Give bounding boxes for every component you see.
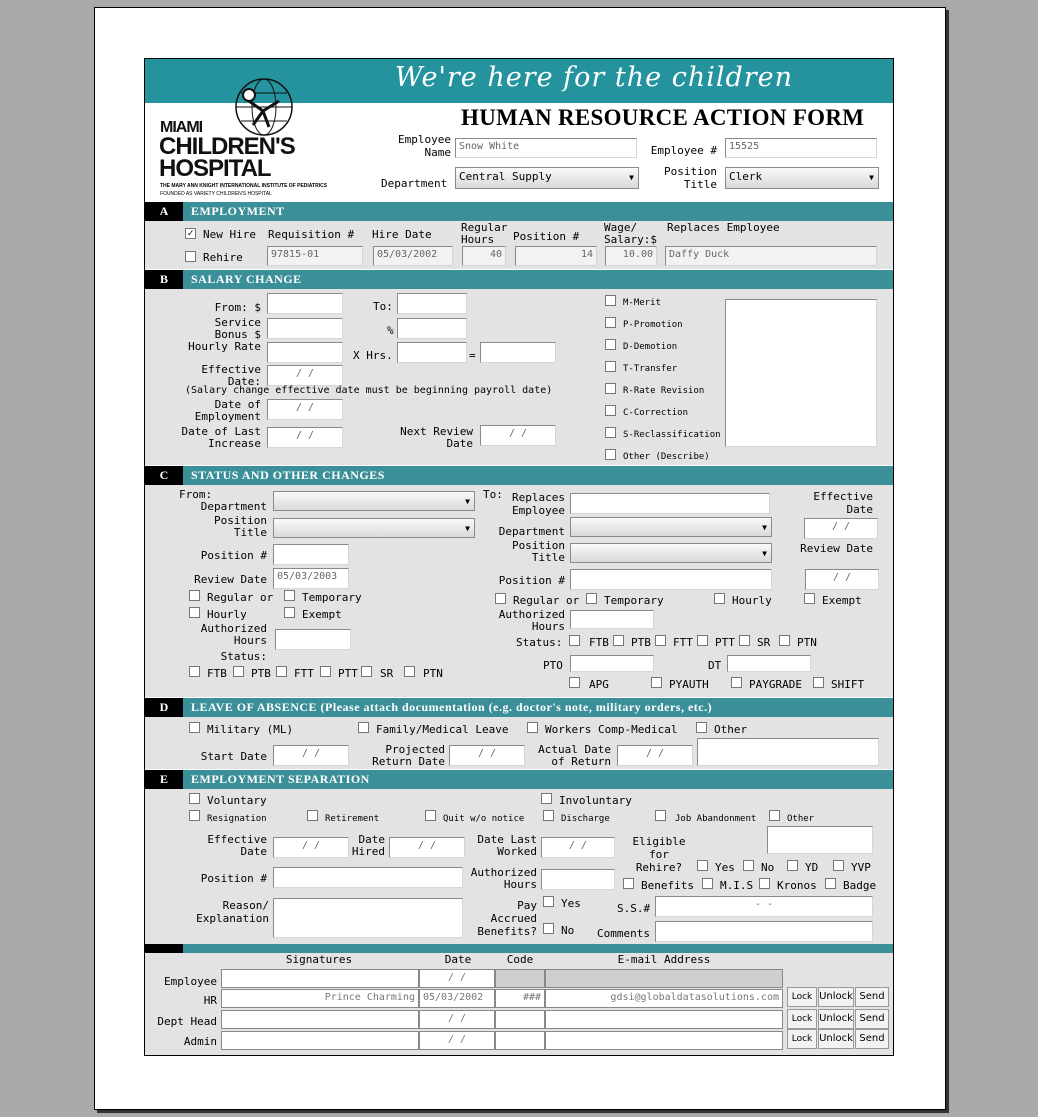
to-department-select[interactable] [570,517,772,537]
job-abandonment-checkbox[interactable] [655,810,666,821]
from-temporary-checkbox[interactable] [284,590,295,601]
depthead-signature-field[interactable] [221,1010,419,1029]
hourly-rate-field[interactable] [267,342,343,363]
mis-checkbox[interactable] [702,878,713,889]
to-review-date-field[interactable]: / / [805,569,879,590]
to-position-number-field[interactable] [570,569,772,590]
from-hourly-checkbox[interactable] [189,607,200,618]
depthead-unlock-button[interactable]: Unlock [818,1009,854,1029]
separation-effective-date-field[interactable]: / / [273,837,349,858]
requisition-field[interactable]: 97815-01 [267,246,363,266]
employee-name-field[interactable]: Snow White [455,138,637,158]
rehire-yd-checkbox[interactable] [787,860,798,871]
dropdown-arrow-icon: ▼ [762,549,767,558]
military-checkbox[interactable] [189,722,200,733]
separation-authorized-hours-field[interactable] [541,869,615,890]
pay-yes-checkbox[interactable] [543,896,554,907]
separation-date-hired-field[interactable]: / / [389,837,465,858]
regular-hours-field[interactable]: 40 [462,246,506,266]
employee-email-field [545,969,783,988]
employee-code-field [495,969,545,988]
hr-signature-field[interactable]: Prince Charming [221,989,419,1008]
employee-name-label: Employee Name [398,133,451,159]
date-of-last-increase-field[interactable]: / / [267,427,343,448]
from-ftt-checkbox[interactable] [276,666,287,677]
to-exempt-checkbox[interactable] [804,593,815,604]
from-ptn-checkbox[interactable] [404,666,415,677]
salary-from-field[interactable] [267,293,343,314]
comments-field[interactable] [655,921,873,942]
apg-checkbox[interactable] [569,677,580,688]
hr-send-button[interactable]: Send [855,987,889,1007]
badge-checkbox[interactable] [825,878,836,889]
hr-email-field[interactable]: gdsi@globaldatasolutions.com [545,989,783,1008]
to-hourly-checkbox[interactable] [714,593,725,604]
to-regular-checkbox[interactable] [495,593,506,604]
hr-action-form: We're here for the children MIAMI CHILDREN'S HOSPITAL THE MARY ANN KNIGHT INTERNATIONAL INSTITUTE OF PEDIATRICS FOUNDED AS VARIETY CHILDREN'S HOSPITAL HUMAN RESOURCE ACTION FORM Employee Name Snow White Employee # 15525 Department Central Supply ▼ Position Title Clerk ▼ A EMPLOYMENT ✓ New Hire Rehire Requisition # 97815-01 Hire Date 05/03/2002 Regular Hours 40 Position # 14 Wage/ Salary:$ 10.00 Replaces Employee Daffy Duck B SALARY CHANGE From: $ To: Service Bonus $ % Hourly Rate X Hrs. = Effective Date: / / (Salary change effective date must be beginning payroll date) Date of Employment / / Date of Last Increase / / Next Review Date / / M-Merit P-Promotion D-Demotion T-Transfer R-Rate Revision C-Correction S-Reclassification Other (Describe) C STATUS AND OTHER CHANGES From: Department ▼ Position Title ▼ Position # Review Date 05/03/2003 Regular or Temporary Hourly Exempt Authorized Hours Status: FTB PTB FTT PTT SR PTN To: Replaces Employee Department ▼ Position Title ▼ Position # Effective Date / / Review Date / / Regular or Temporary Hourly Exempt Authorized Hours Status: FTB PTB FTT PTT SR PTN PTO DT APG PYAUTH PAYGRADE SHIFT D LEAVE OF ABSENCE (Please attach documentation (e.g. doctor's note, military orders, etc.) Military (ML) Family/Medical Leave Workers Comp-Medical Other Start Date / / Projected Return Date / / Actual Date of Return / / E EMPLOYMENT SEPARATION Voluntary Involuntary Resignation Retirement Quit w/o notice Discharge Job Abandonment Other Effective Date / / Date Hired / / Date Last Worked / / Eligible for Rehire? Yes No YD YVP Position # Authorized Hours Benefits M.I.S Kronos Badge Reason/ Explanation Pay Accrued Benefits? Yes No S.S.# - - Comments Signatures Date Code E-mail Address Employee / / HR Prince Charming 05/03/2002 ### gdsi@globaldatasolutions.com Lock Unlock Send Dept Head / / Lock Unlock Send Admin / / Lock Unlock Send [144,58,894,1056]
section-b-header: B SALARY CHANGE [145,270,893,289]
involuntary-checkbox[interactable] [541,793,552,804]
promotion-checkbox[interactable] [605,317,616,328]
x-hours-field[interactable] [397,342,467,363]
employee-number-field[interactable]: 15525 [725,138,877,158]
department-select[interactable]: Central Supply ▼ [455,167,639,189]
leave-other-textarea[interactable] [697,738,879,766]
position-number-field[interactable]: 14 [515,246,597,266]
to-temporary-checkbox[interactable] [586,593,597,604]
leave-other-checkbox[interactable] [696,722,707,733]
to-ptt-checkbox[interactable] [697,635,708,646]
rehire-no-checkbox[interactable] [743,860,754,871]
section-d-header: D LEAVE OF ABSENCE (Please attach documentation (e.g. doctor's note, military orders, etc.) [145,698,893,717]
admin-unlock-button[interactable]: Unlock [818,1029,854,1049]
merit-checkbox[interactable] [605,295,616,306]
separation-position-field[interactable] [273,867,463,888]
to-replaces-employee-field[interactable] [570,493,770,514]
rate-revision-checkbox[interactable] [605,383,616,394]
employee-date-field[interactable]: / / [419,969,495,988]
hr-unlock-button[interactable]: Unlock [818,987,854,1007]
from-ptt-checkbox[interactable] [320,666,331,677]
eligible-rehire-notes-field[interactable] [767,826,873,854]
section-a-header: A EMPLOYMENT [145,202,893,221]
from-ptb-checkbox[interactable] [233,666,244,677]
from-ftb-checkbox[interactable] [189,666,200,677]
family-medical-checkbox[interactable] [358,722,369,733]
from-review-date-field[interactable]: 05/03/2003 [273,568,349,589]
salary-to-field[interactable] [397,293,467,314]
voluntary-checkbox[interactable] [189,793,200,804]
hire-date-field[interactable]: 05/03/2002 [373,246,453,266]
from-position-number-field[interactable] [273,544,349,565]
department-label: Department [381,177,448,190]
demotion-checkbox[interactable] [605,339,616,350]
hourly-total-field[interactable] [480,342,556,363]
depthead-send-button[interactable]: Send [855,1009,889,1029]
admin-signature-field[interactable] [221,1031,419,1050]
slogan-banner: We're here for the children [145,59,893,103]
from-authorized-hours-field[interactable] [275,629,351,650]
hr-code-field[interactable]: ### [495,989,545,1008]
kronos-checkbox[interactable] [759,878,770,889]
to-authorized-hours-field[interactable] [570,610,654,629]
service-bonus-field[interactable] [267,318,343,339]
from-position-title-select[interactable] [273,518,475,538]
benefits-checkbox[interactable] [623,878,634,889]
section-c-header: C STATUS AND OTHER CHANGES [145,466,893,485]
from-exempt-checkbox[interactable] [284,607,295,618]
reason-explanation-textarea[interactable] [273,898,463,938]
pto-field[interactable] [570,655,654,672]
position-title-label: Position Title [664,165,717,191]
projected-return-date-field[interactable]: / / [449,745,525,766]
to-effective-date-field[interactable]: / / [804,518,878,539]
hr-lock-button[interactable]: Lock [787,987,817,1007]
admin-date-field[interactable]: / / [419,1031,495,1050]
new-hire-checkbox[interactable]: ✓ [185,228,196,239]
from-department-select[interactable] [273,491,475,511]
rehire-yvp-checkbox[interactable] [833,860,844,871]
dropdown-arrow-icon: ▼ [465,497,470,506]
discharge-checkbox[interactable] [543,810,554,821]
date-last-worked-field[interactable]: / / [541,837,615,858]
quit-checkbox[interactable] [425,810,436,821]
dropdown-arrow-icon: ▼ [869,173,874,182]
date-of-employment-field[interactable]: / / [267,399,343,420]
to-ftt-checkbox[interactable] [655,635,666,646]
leave-start-date-field[interactable]: / / [273,745,349,766]
other-describe-checkbox[interactable] [605,449,616,460]
admin-lock-button[interactable]: Lock [787,1029,817,1049]
admin-email-field[interactable] [545,1031,783,1050]
replaces-employee-field[interactable]: Daffy Duck [665,246,877,266]
signature-bar [145,944,893,953]
section-e-header: E EMPLOYMENT SEPARATION [145,770,893,789]
resignation-checkbox[interactable] [189,810,200,821]
rehire-checkbox[interactable] [185,251,196,262]
form-title: HUMAN RESOURCE ACTION FORM [461,105,865,130]
transfer-checkbox[interactable] [605,361,616,372]
pay-no-checkbox[interactable] [543,923,554,934]
position-title-select[interactable]: Clerk ▼ [725,167,879,189]
dropdown-arrow-icon: ▼ [629,173,634,182]
depthead-email-field[interactable] [545,1010,783,1029]
effective-date-field[interactable]: / / [267,365,343,386]
wage-field[interactable]: 10.00 [605,246,657,266]
to-ptb-checkbox[interactable] [613,635,624,646]
to-position-title-select[interactable] [570,543,772,563]
from-sr-checkbox[interactable] [361,666,372,677]
hospital-logo: MIAMI CHILDREN'S HOSPITAL THE MARY ANN KNIGHT INTERNATIONAL INSTITUTE OF PEDIATRICS FOUNDED AS VARIETY CHILDREN'S HOSPITAL [157,75,372,200]
admin-code-field[interactable] [495,1031,545,1050]
from-regular-checkbox[interactable] [189,590,200,601]
separation-other-checkbox[interactable] [769,810,780,821]
dropdown-arrow-icon: ▼ [762,523,767,532]
dt-field[interactable] [727,655,811,672]
hr-date-field[interactable]: 05/03/2002 [419,989,495,1008]
depthead-lock-button[interactable]: Lock [787,1009,817,1029]
to-sr-checkbox[interactable] [739,635,750,646]
workers-comp-checkbox[interactable] [527,722,538,733]
employee-signature-field[interactable] [221,969,419,988]
to-ftb-checkbox[interactable] [569,635,580,646]
employee-number-label: Employee # [650,144,717,157]
rehire-yes-checkbox[interactable] [697,860,708,871]
reclassification-checkbox[interactable] [605,427,616,438]
bonus-percent-field[interactable] [397,318,467,339]
next-review-date-field[interactable]: / / [480,425,556,446]
depthead-date-field[interactable]: / / [419,1010,495,1029]
shift-checkbox[interactable] [813,677,824,688]
retirement-checkbox[interactable] [307,810,318,821]
dropdown-arrow-icon: ▼ [465,524,470,533]
depthead-code-field[interactable] [495,1010,545,1029]
ssn-field[interactable]: - - [655,896,873,917]
admin-send-button[interactable]: Send [855,1029,889,1049]
to-ptn-checkbox[interactable] [779,635,790,646]
correction-checkbox[interactable] [605,405,616,416]
salary-describe-textarea[interactable] [725,299,877,447]
paygrade-checkbox[interactable] [731,677,742,688]
pyauth-checkbox[interactable] [651,677,662,688]
actual-return-date-field[interactable]: / / [617,745,693,766]
